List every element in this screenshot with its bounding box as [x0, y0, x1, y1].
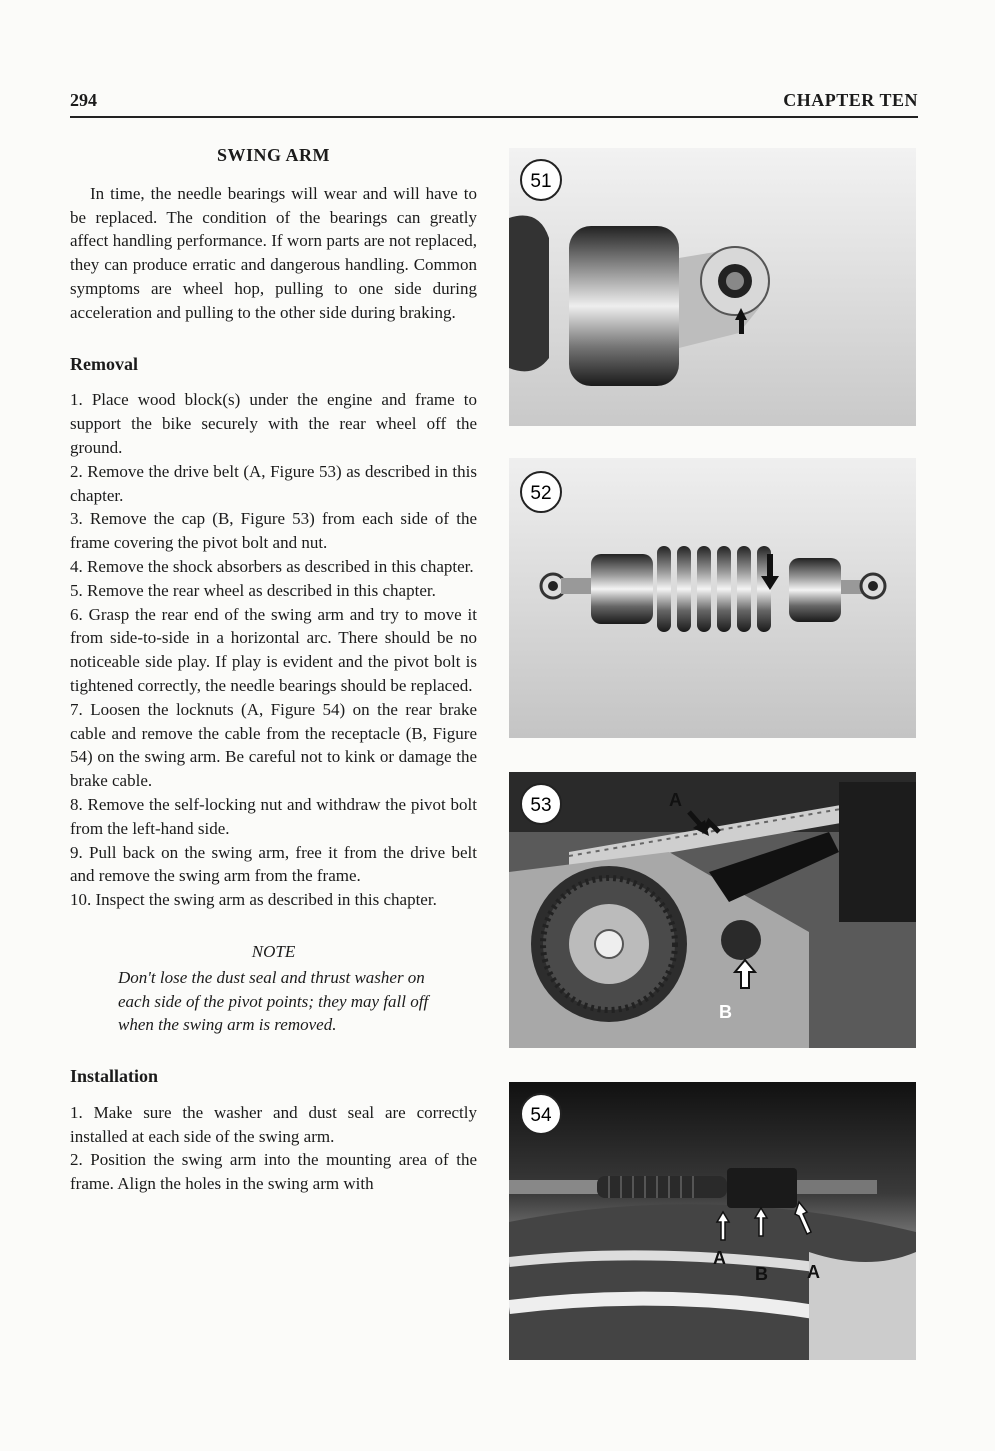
figure-label-b: B	[719, 1002, 732, 1022]
figure-number: 51	[530, 171, 552, 192]
chapter-title: CHAPTER TEN	[783, 90, 918, 110]
figure-label-a: A	[669, 790, 682, 810]
removal-step: 8. Remove the self-locking nut and withdraw the pivot bolt from the left-hand side.	[70, 794, 477, 838]
installation-step: 1. Make sure the washer and dust seal are correctly installed at each side of the swing arm.	[70, 1102, 477, 1146]
figure-number: 54	[530, 1105, 552, 1126]
page-number: 294	[70, 90, 97, 110]
removal-heading: Removal	[70, 353, 138, 374]
figure-52	[509, 458, 916, 738]
removal-step: 1. Place wood block(s) under the engine and frame to support the bike securely with the rear wheel off the ground.	[70, 390, 477, 457]
figure-label-b: B	[755, 1264, 768, 1284]
removal-step: 9. Pull back on the swing arm, free it from the drive belt and remove the swing arm from the frame.	[70, 842, 477, 886]
note-box	[118, 940, 429, 1037]
figure-53	[509, 772, 916, 1048]
removal-step: 10. Inspect the swing arm as described in this chapter.	[70, 890, 437, 910]
figure-51	[509, 148, 916, 426]
removal-step: 6. Grasp the rear end of the swing arm and try to move it from side-to-side in a horizontal arc. There should be no noticeable side play. If play is evident and the pivot bolt is tightened correctly, the needle bearings should be replaced.	[70, 604, 477, 695]
removal-step: 4. Remove the shock absorbers as described in this chapter.	[70, 556, 474, 576]
note-title: NOTE	[251, 941, 296, 961]
page-header	[70, 88, 918, 118]
installation-heading: Installation	[70, 1066, 159, 1087]
text-column	[70, 140, 477, 1196]
removal-step: 3. Remove the cap (B, Figure 53) from each side of the frame covering the pivot bolt and nut.	[70, 509, 477, 553]
figure-54	[509, 1082, 916, 1360]
figure-label-a: A	[807, 1262, 820, 1282]
figure-number: 52	[530, 483, 552, 504]
note-text: Don't lose the dust seal and thrust washer on each side of the pivot points; they may fall off when the swing arm is removed.	[118, 967, 429, 1035]
removal-step: 5. Remove the rear wheel as described in this chapter.	[70, 580, 436, 600]
installation-step: 2. Position the swing arm into the mounting area of the frame. Align the holes in the swing arm with	[70, 1150, 477, 1194]
removal-step: 2. Remove the drive belt (A, Figure 53) as described in this chapter.	[70, 461, 477, 505]
removal-step: 7. Loosen the locknuts (A, Figure 54) on the rear brake cable and remove the cable from the receptacle (B, Figure 54) on the swing arm. Be careful not to kink or damage the brake cable.	[70, 699, 477, 791]
intro-paragraph: In time, the needle bearings will wear and will have to be replaced. The condition of the bearings can greatly affect handling performance. If worn parts are not replaced, they can produce erratic and dangerous handling. Common symptoms are wheel hop, pulling to one side during acceleration and pulling to the other side during braking.	[70, 183, 477, 322]
section-title: SWING ARM	[216, 145, 330, 165]
figure-number: 53	[530, 795, 552, 816]
figure-label-a: A	[713, 1248, 726, 1268]
